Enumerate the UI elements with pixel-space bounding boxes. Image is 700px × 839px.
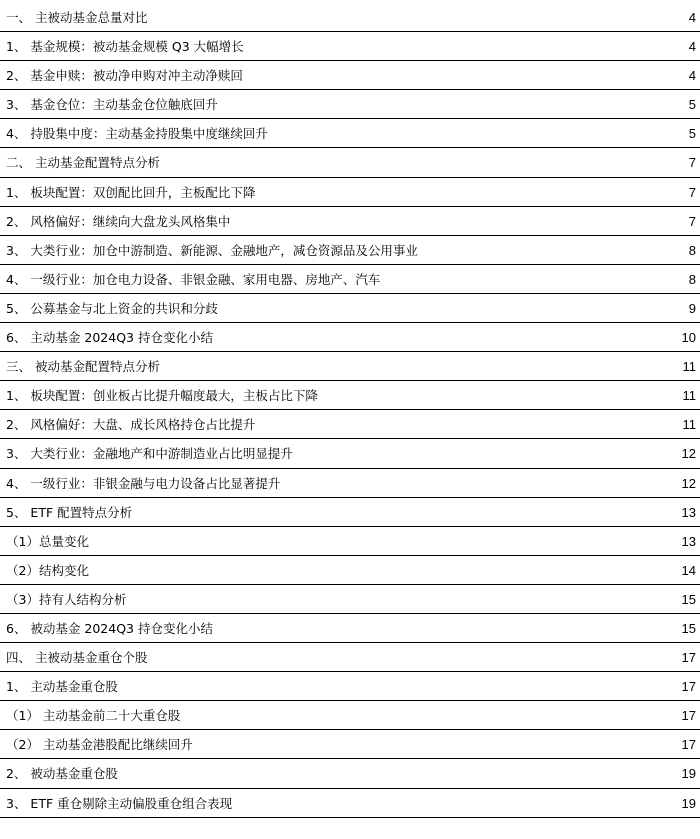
toc-entry[interactable] (0, 32, 700, 61)
toc-entry-title: 2、 风格偏好：继续向大盘龙头风格集中 (6, 213, 231, 229)
toc-entry-title: 四、 主被动基金重仓个股 (6, 650, 148, 666)
toc-entry[interactable] (0, 381, 700, 410)
toc-entry[interactable] (0, 439, 700, 468)
toc-entry-page: 19 (681, 766, 696, 782)
toc-entry[interactable] (0, 352, 700, 381)
toc-entry[interactable] (0, 498, 700, 527)
toc-entry-page: 17 (681, 679, 696, 695)
toc-entry[interactable] (0, 90, 700, 119)
toc-entry-title: 5、 ETF 配置特点分析 (6, 504, 133, 520)
toc-entry[interactable] (0, 236, 700, 265)
toc-entry-title: 3、 大类行业：金融地产和中游制造业占比明显提升 (6, 446, 293, 462)
toc-entry-page: 11 (682, 359, 696, 375)
toc-entry[interactable] (0, 265, 700, 294)
toc-entry-page: 10 (681, 330, 696, 346)
toc-entry-title: 3、 ETF 重仓剔除主动偏股重仓组合表现 (6, 795, 233, 811)
toc-entry-page: 8 (688, 242, 696, 258)
toc-entry[interactable] (0, 61, 700, 90)
toc-entry[interactable] (0, 3, 700, 32)
toc-entry[interactable] (0, 527, 700, 556)
toc-entry[interactable] (0, 410, 700, 439)
toc-entry-page: 15 (681, 591, 696, 607)
toc-entry-page: 15 (681, 620, 696, 636)
toc-entry-title: 三、 被动基金配置特点分析 (6, 359, 160, 375)
toc-entry-title: 3、 大类行业：加仓中游制造、新能源、金融地产，减仓资源品及公用事业 (6, 242, 418, 258)
toc-entry-page: 17 (681, 737, 696, 753)
table-of-contents (0, 3, 700, 818)
toc-entry[interactable] (0, 672, 700, 701)
toc-entry-title: 4、 一级行业：加仓电力设备、非银金融、家用电器、房地产、汽车 (6, 271, 381, 287)
toc-entry-page: 9 (688, 300, 696, 316)
toc-entry-title: 1、 板块配置：双创配比回升，主板配比下降 (6, 184, 256, 200)
toc-entry-page: 4 (688, 68, 696, 84)
toc-entry-page: 7 (688, 184, 696, 200)
toc-entry-page: 14 (681, 562, 696, 578)
toc-entry-title: 1、 基金规模：被动基金规模 Q3 大幅增长 (6, 39, 244, 55)
toc-entry[interactable] (0, 730, 700, 759)
toc-entry-page: 4 (688, 39, 696, 55)
toc-entry-title: 4、 一级行业：非银金融与电力设备占比显著提升 (6, 475, 281, 491)
toc-entry-page: 7 (688, 155, 696, 171)
toc-entry-page: 13 (681, 504, 696, 520)
toc-entry-page: 11 (682, 417, 696, 433)
toc-entry-title: 6、 被动基金 2024Q3 持仓变化小结 (6, 620, 213, 636)
toc-entry-page: 8 (688, 271, 696, 287)
toc-entry[interactable] (0, 119, 700, 148)
toc-entry[interactable] (0, 585, 700, 614)
toc-entry-title: （1）总量变化 (6, 533, 89, 549)
toc-entry-page: 13 (681, 533, 696, 549)
toc-entry-title: 1、 主动基金重仓股 (6, 679, 118, 695)
toc-entry-page: 17 (681, 708, 696, 724)
toc-entry[interactable] (0, 207, 700, 236)
toc-entry-title: 2、 被动基金重仓股 (6, 766, 118, 782)
toc-entry-page: 12 (681, 446, 696, 462)
toc-entry-title: 2、 基金申赎：被动净申购对冲主动净赎回 (6, 68, 243, 84)
toc-entry-page: 17 (681, 650, 696, 666)
toc-entry[interactable] (0, 323, 700, 352)
toc-entry[interactable] (0, 614, 700, 643)
toc-entry[interactable] (0, 178, 700, 207)
toc-entry-title: （2） 主动基金港股配比继续回升 (6, 737, 193, 753)
toc-entry[interactable] (0, 294, 700, 323)
toc-entry-page: 12 (681, 475, 696, 491)
toc-entry[interactable] (0, 148, 700, 177)
toc-entry-title: （1） 主动基金前二十大重仓股 (6, 708, 181, 724)
toc-entry-title: （2）结构变化 (6, 562, 89, 578)
toc-entry-page: 7 (688, 213, 696, 229)
toc-entry-page: 5 (688, 97, 696, 113)
toc-entry-page: 19 (681, 795, 696, 811)
toc-entry-title: （3）持有人结构分析 (6, 591, 127, 607)
toc-entry-title: 3、 基金仓位：主动基金仓位触底回升 (6, 97, 218, 113)
toc-entry-title: 6、 主动基金 2024Q3 持仓变化小结 (6, 330, 213, 346)
toc-entry-page: 4 (688, 10, 696, 25)
toc-entry-title: 1、 板块配置：创业板占比提升幅度最大，主板占比下降 (6, 388, 318, 404)
toc-entry[interactable] (0, 701, 700, 730)
toc-entry[interactable] (0, 643, 700, 672)
toc-entry[interactable] (0, 556, 700, 585)
toc-entry-page: 11 (682, 388, 696, 404)
toc-entry-title: 4、 持股集中度：主动基金持股集中度继续回升 (6, 126, 268, 142)
toc-entry[interactable] (0, 789, 700, 818)
toc-entry-title: 一、 主被动基金总量对比 (6, 10, 148, 25)
toc-entry[interactable] (0, 759, 700, 788)
toc-entry-page: 5 (688, 126, 696, 142)
toc-entry-title: 2、 风格偏好：大盘、成长风格持仓占比提升 (6, 417, 256, 433)
toc-entry[interactable] (0, 469, 700, 498)
toc-entry-title: 5、 公募基金与北上资金的共识和分歧 (6, 300, 218, 316)
toc-entry-title: 二、 主动基金配置特点分析 (6, 155, 160, 171)
